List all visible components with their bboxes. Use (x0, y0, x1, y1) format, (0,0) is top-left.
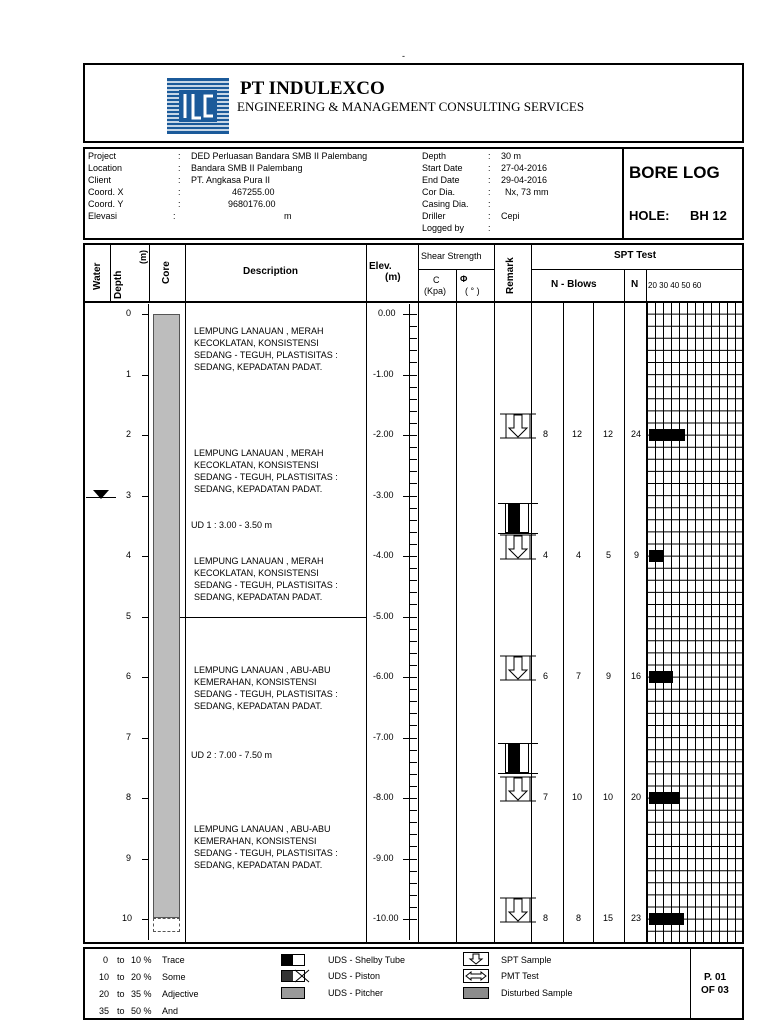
end-date-value: 29-04-2016 (501, 175, 548, 185)
depth-label: 0 (126, 308, 132, 318)
elevation-minor-tick (409, 713, 417, 714)
cor-dia-value: Nx, 73 mm (505, 187, 549, 197)
info-divider (622, 148, 624, 239)
colon: : (488, 199, 491, 209)
company-logo (167, 78, 229, 134)
col-line (593, 301, 594, 943)
elevation-tick (403, 556, 417, 557)
uds-marker-top (498, 743, 538, 744)
legend-pct-name: Adjective (162, 989, 199, 999)
elevation-label: -1.00 (373, 368, 394, 379)
depth-axis (148, 304, 149, 940)
disturbed-sample-swatch (463, 987, 489, 999)
hole-value: BH 12 (690, 208, 727, 223)
colon: : (173, 211, 176, 221)
colon: : (488, 163, 491, 173)
n-header: N (631, 279, 639, 290)
soil-description: LEMPUNG LANAUAN , MERAH KECOKLATAN, KONSISTENSI SEDANG - TEGUH, PLASTISITAS : SEDANG, KEPADATAN PADAT. (194, 326, 338, 372)
location-label: Location (88, 163, 123, 173)
n-value: 16 (631, 671, 642, 681)
elevation-tick (403, 859, 417, 860)
blow-count-1: 8 (543, 913, 549, 923)
elevation-minor-tick (409, 883, 417, 884)
n-value: 9 (634, 550, 640, 560)
legend-pct-from: 10 (99, 972, 110, 982)
page-total: OF 03 (701, 985, 729, 996)
legend-pct-name: Some (162, 972, 186, 982)
depth-label: 4 (126, 550, 132, 560)
elevation-minor-tick (409, 592, 417, 593)
legend-pct-value: 20 % (131, 972, 152, 982)
elevation-minor-tick (409, 895, 417, 896)
spt-sample-marker (500, 655, 536, 681)
depth-label: 8 (126, 792, 132, 802)
pmt-test-icon (463, 969, 489, 983)
uds-shelby-marker (505, 503, 529, 533)
col-line (185, 244, 186, 943)
depth-tick (142, 859, 148, 860)
elevation-label: -4.00 (373, 550, 394, 560)
depth-label: Depth (422, 151, 447, 161)
soil-description: LEMPUNG LANAUAN , MERAH KECOKLATAN, KONSISTENSI SEDANG - TEGUH, PLASTISITAS : SEDANG, KEPADATAN PADAT. (194, 448, 338, 494)
col-line (110, 244, 111, 301)
start-date-label: Start Date (422, 163, 463, 173)
colon: : (488, 187, 491, 197)
col-line (563, 301, 564, 943)
elevation-minor-tick (409, 338, 417, 339)
elevasi-unit: m (284, 211, 292, 221)
depth-tick (142, 375, 148, 376)
legend-disturbed: Disturbed Sample (501, 988, 573, 998)
soil-description: LEMPUNG LANAUAN , MERAH KECOKLATAN, KONSISTENSI SEDANG - TEGUH, PLASTISITAS : SEDANG, KEPADATAN PADAT. (194, 556, 338, 602)
col-line (366, 244, 367, 943)
blow-count-1: 4 (543, 550, 549, 560)
colon: : (178, 151, 181, 161)
depth-header: Depth (113, 270, 124, 299)
layer-boundary (180, 617, 366, 618)
blow-count-2: 4 (576, 550, 582, 560)
blow-count-3: 10 (603, 792, 614, 802)
col-line (531, 244, 532, 943)
elevation-minor-tick (409, 604, 417, 605)
sample-note: UD 1 : 3.00 - 3.50 m (191, 520, 273, 530)
n-value: 23 (631, 913, 642, 923)
n-value: 24 (631, 429, 642, 439)
coordx-label: Coord. X (88, 187, 124, 197)
row-line (531, 269, 743, 270)
c-unit-header: (Kpa) (424, 286, 447, 296)
elevation-tick (403, 617, 417, 618)
elevation-minor-tick (409, 471, 417, 472)
legend-pct-to: to (117, 1006, 125, 1016)
uds-shelby-marker (505, 743, 529, 773)
elev-unit-header: (m) (385, 272, 401, 283)
elevation-minor-tick (409, 762, 417, 763)
coordx-value: 467255.00 (232, 187, 275, 197)
depth-label: 1 (126, 368, 132, 379)
depth-value: 30 m (501, 151, 522, 161)
uds-marker-bottom (498, 533, 538, 534)
soil-description: LEMPUNG LANAUAN , ABU-ABU KEMERAHAN, KONSISTENSI SEDANG - TEGUH, PLASTISITAS : SEDANG, KEPADATAN PADAT. (194, 824, 338, 870)
depth-label: 10 (122, 913, 133, 923)
depth-label: 5 (126, 610, 132, 621)
c-header: C (433, 275, 440, 285)
elevation-minor-tick (409, 653, 417, 654)
elevation-minor-tick (409, 665, 417, 666)
elevation-minor-tick (409, 532, 417, 533)
elevation-minor-tick (409, 483, 417, 484)
elevation-minor-tick (409, 750, 417, 751)
elevation-minor-tick (409, 399, 417, 400)
phi-unit-header: ( ° ) (465, 286, 480, 296)
blow-count-3: 15 (603, 913, 614, 923)
legend-pct-from: 20 (99, 989, 110, 999)
elevation-minor-tick (409, 810, 417, 811)
description-header: Description (243, 266, 299, 277)
elevation-tick (403, 435, 417, 436)
elevation-tick (403, 314, 417, 315)
spt-graph-grid (647, 302, 742, 942)
elevation-minor-tick (409, 725, 417, 726)
project-label: Project (88, 151, 117, 161)
header-divider (84, 301, 743, 303)
elevation-minor-tick (409, 580, 417, 581)
blow-count-3: 9 (606, 671, 612, 681)
elevation-label: -8.00 (373, 792, 394, 802)
depth-tick (142, 919, 148, 920)
col-line (494, 244, 495, 943)
blow-count-2: 10 (572, 792, 583, 802)
legend-pct-name: Trace (162, 955, 185, 965)
elevation-minor-tick (409, 326, 417, 327)
elevation-tick (403, 919, 417, 920)
blow-count-2: 8 (576, 913, 582, 923)
blow-count-2: 7 (576, 671, 582, 681)
n-value: 20 (631, 792, 642, 802)
col-line (624, 270, 625, 943)
elevation-minor-tick (409, 508, 417, 509)
pitcher-swatch (281, 987, 305, 999)
uds-marker-top (498, 503, 538, 504)
depth-label: 2 (126, 429, 132, 439)
elevation-minor-tick (409, 834, 417, 835)
depth-tick (142, 314, 148, 315)
elevation-minor-tick (409, 447, 417, 448)
hole-label: HOLE: (629, 208, 670, 223)
elevation-minor-tick (409, 459, 417, 460)
page-number: P. 01 (704, 972, 727, 983)
depth-tick (142, 435, 148, 436)
uds-marker-bottom (498, 773, 538, 774)
elevation-minor-tick (409, 774, 417, 775)
cor-dia-label: Cor Dia. (422, 187, 456, 197)
elevation-minor-tick (409, 362, 417, 363)
legend-shelby: UDS - Shelby Tube (328, 955, 406, 965)
colon: : (178, 199, 181, 209)
elevation-minor-tick (409, 701, 417, 702)
col-line (418, 244, 419, 943)
depth-tick (142, 738, 148, 739)
coordy-value: 9680176.00 (228, 199, 276, 209)
depth-tick (142, 677, 148, 678)
colon: : (488, 223, 491, 233)
elevation-label: -9.00 (373, 852, 394, 863)
elevasi-label: Elevasi (88, 211, 118, 221)
legend-pct-to: to (117, 955, 125, 965)
end-date-label: End Date (422, 175, 460, 185)
elevation-minor-tick (409, 871, 417, 872)
depth-label: 6 (126, 671, 132, 681)
elev-header: Elev. (369, 261, 392, 272)
soil-description: LEMPUNG LANAUAN , ABU-ABU KEMERAHAN, KONSISTENSI SEDANG - TEGUH, PLASTISITAS : SEDANG, KEPADATAN PADAT. (194, 665, 338, 711)
project-value: DED Perluasan Bandara SMB II Palembang (191, 151, 368, 161)
elevation-minor-tick (409, 520, 417, 521)
col-line (149, 244, 150, 301)
elevation-minor-tick (409, 423, 417, 424)
legend-spt-sample: SPT Sample (501, 955, 552, 965)
company-subtitle: ENGINEERING & MANAGEMENT CONSULTING SERVICES (237, 99, 585, 114)
colon: : (178, 175, 181, 185)
elevation-tick (403, 496, 417, 497)
colon: : (488, 151, 491, 161)
client-value: PT. Angkasa Pura II (191, 175, 271, 185)
elevation-minor-tick (409, 846, 417, 847)
casing-dia-label: Casing Dia. (422, 199, 469, 209)
elevation-label: -10.00 (373, 913, 399, 923)
elevation-minor-tick (409, 350, 417, 351)
spt-test-header: SPT Test (614, 250, 657, 261)
depth-tick (142, 798, 148, 799)
elevation-minor-tick (409, 568, 417, 569)
legend-piston: UDS - Piston (328, 971, 381, 981)
core-sample-bar (153, 314, 180, 918)
elevation-minor-tick (409, 411, 417, 412)
coordy-label: Coord. Y (88, 199, 124, 209)
depth-label: 7 (126, 731, 132, 742)
spt-sample-marker (500, 776, 536, 802)
phi-header: Φ (460, 274, 468, 284)
elevation-minor-tick (409, 907, 417, 908)
legend-pct-to: to (117, 972, 125, 982)
legend-pct-from: 35 (99, 1006, 110, 1016)
log-table (83, 243, 744, 944)
row-line (418, 269, 494, 270)
legend-pct-value: 35 % (131, 989, 152, 999)
elevation-minor-tick (409, 544, 417, 545)
depth-label: 3 (126, 489, 132, 500)
client-label: Client (88, 175, 112, 185)
elevation-minor-tick (409, 387, 417, 388)
location-value: Bandara SMB II Palembang (191, 163, 303, 173)
spt-sample-marker (500, 413, 536, 439)
legend-divider (690, 948, 691, 1019)
depth-label: 9 (126, 852, 132, 863)
water-header: Water (92, 262, 103, 290)
elevation-tick (403, 677, 417, 678)
colon: : (178, 163, 181, 173)
blow-count-1: 7 (543, 792, 549, 802)
elevation-label: -7.00 (373, 731, 394, 742)
n-blows-header: N - Blows (551, 279, 597, 290)
colon: : (488, 211, 491, 221)
colon: : (488, 175, 491, 185)
legend-pct-to: to (117, 989, 125, 999)
blow-count-2: 12 (572, 429, 583, 439)
shear-strength-header: Shear Strength (421, 251, 482, 261)
elevation-tick (403, 375, 417, 376)
spt-sample-marker (500, 534, 536, 560)
project-info (83, 147, 744, 240)
legend-pct-from: 0 (103, 955, 109, 965)
core-header: Core (161, 261, 172, 284)
legend-pct-name: And (162, 1006, 179, 1016)
shelby-tube-swatch (281, 954, 305, 966)
col-line (456, 270, 457, 943)
depth-tick (142, 556, 148, 557)
depth-tick (142, 617, 148, 618)
piston-swatch (281, 969, 311, 983)
company-name: PT INDULEXCO (240, 78, 385, 99)
elevation-tick (403, 738, 417, 739)
sample-note: UD 2 : 7.00 - 7.50 m (191, 750, 273, 760)
blow-count-3: 5 (606, 550, 612, 560)
logged-by-label: Logged by (422, 223, 465, 233)
blow-count-3: 12 (603, 429, 614, 439)
spt-sample-marker (500, 897, 536, 923)
elevation-tick (403, 798, 417, 799)
elevation-label: -6.00 (373, 671, 394, 681)
legend-pct-value: 10 % (131, 955, 152, 965)
depth-unit-header: (m) (138, 250, 148, 264)
elevation-minor-tick (409, 629, 417, 630)
blow-count-1: 6 (543, 671, 549, 681)
water-level-icon (93, 490, 109, 500)
elevation-minor-tick (409, 641, 417, 642)
elevation-label: 0.00 (378, 308, 396, 318)
blow-count-1: 8 (543, 429, 549, 439)
start-date-value: 27-04-2016 (501, 163, 548, 173)
elevation-label: -3.00 (373, 489, 394, 500)
elevation-label: -5.00 (373, 610, 394, 621)
bore-log-title: BORE LOG (629, 163, 720, 182)
elevation-minor-tick (409, 786, 417, 787)
colon: : (178, 187, 181, 197)
elevation-minor-tick (409, 822, 417, 823)
spt-sample-icon (463, 952, 489, 966)
depth-tick (142, 496, 148, 497)
elevation-minor-tick (409, 689, 417, 690)
top-mark: - (402, 51, 405, 61)
legend-pitcher: UDS - Pitcher (328, 988, 384, 998)
driller-value: Cepi (501, 211, 520, 221)
elevation-label: -2.00 (373, 429, 394, 439)
scale-header: 20 30 40 50 60 (648, 281, 702, 290)
legend-pct-value: 50 % (131, 1006, 152, 1016)
core-sample-end (153, 918, 180, 932)
legend-pmt-test: PMT Test (501, 971, 539, 981)
driller-label: Driller (422, 211, 446, 221)
remark-header: Remark (505, 257, 516, 294)
